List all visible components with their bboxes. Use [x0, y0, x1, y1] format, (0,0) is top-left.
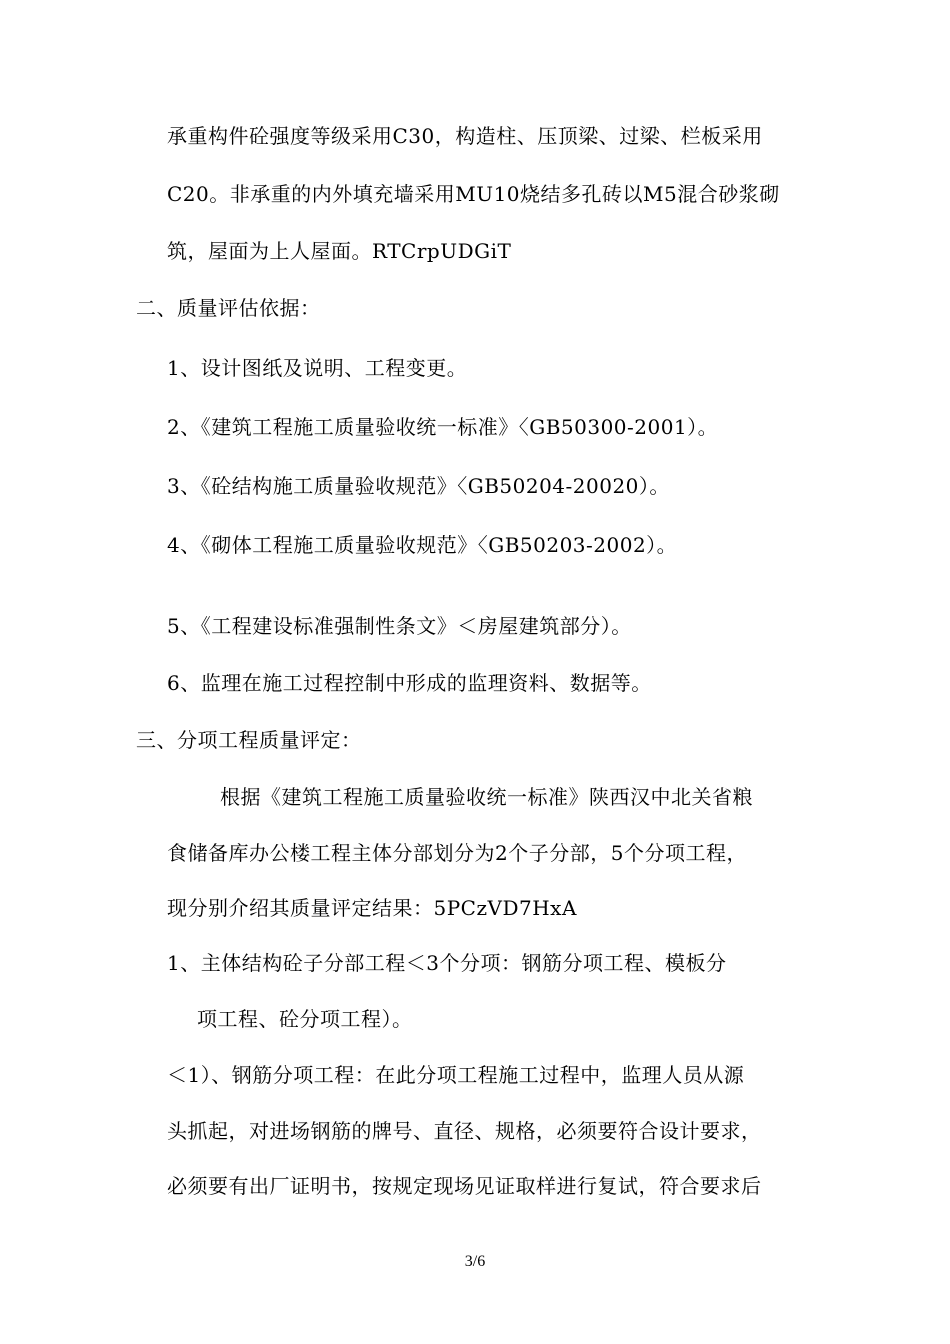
page-number: 3/6	[464, 1253, 486, 1270]
paragraph-line-5: 食储备库办公楼工程主体分部划分为2个子分部，5个分项工程，	[167, 841, 747, 865]
list-item-1: 1、设计图纸及说明、工程变更。	[167, 356, 468, 380]
list-item-2: 2、《建筑工程施工质量验收统一标准》〈GB50300-2001）。	[167, 415, 719, 439]
list-item-3: 3、《砼结构施工质量验收规范》〈GB50204-20020）。	[167, 474, 670, 498]
paragraph-line-2: C20。非承重的内外填充墙采用MU10烧结多孔砖以M5混合砂浆砌	[167, 182, 780, 206]
paragraph-line-1: 承重构件砼强度等级采用C30，构造柱、压顶梁、过梁、栏板采用	[167, 124, 763, 148]
section-heading-3: 三、分项工程质量评定：	[136, 728, 362, 752]
subsection-item-1-cont: 项工程、砼分项工程）。	[197, 1007, 413, 1031]
subsection-item-1: 1、主体结构砼子分部工程＜3个分项：钢筋分项工程、模板分	[167, 951, 727, 975]
list-item-6: 6、监理在施工过程控制中形成的监理资料、数据等。	[167, 671, 652, 695]
paragraph-line-6: 现分别介绍其质量评定结果：5PCzVD7HxA	[167, 896, 577, 920]
section-heading-2: 二、质量评估依据：	[136, 296, 321, 320]
list-item-5: 5、《工程建设标准强制性条文》＜房屋建筑部分）。	[167, 614, 632, 638]
paragraph-line-7: ＜1）、钢筋分项工程：在此分项工程施工过程中，监理人员从源	[167, 1063, 745, 1087]
paragraph-line-3: 筑，屋面为上人屋面。RTCrpUDGiT	[167, 239, 512, 263]
paragraph-line-4: 根据《建筑工程施工质量验收统一标准》陕西汉中北关省粮	[220, 785, 753, 809]
paragraph-line-9: 必须要有出厂证明书，按规定现场见证取样进行复试，符合要求后	[167, 1174, 762, 1198]
list-item-4: 4、《砌体工程施工质量验收规范》〈GB50203-2002）。	[167, 533, 678, 557]
paragraph-line-8: 头抓起，对进场钢筋的牌号、直径、规格，必须要符合设计要求，	[167, 1119, 762, 1143]
